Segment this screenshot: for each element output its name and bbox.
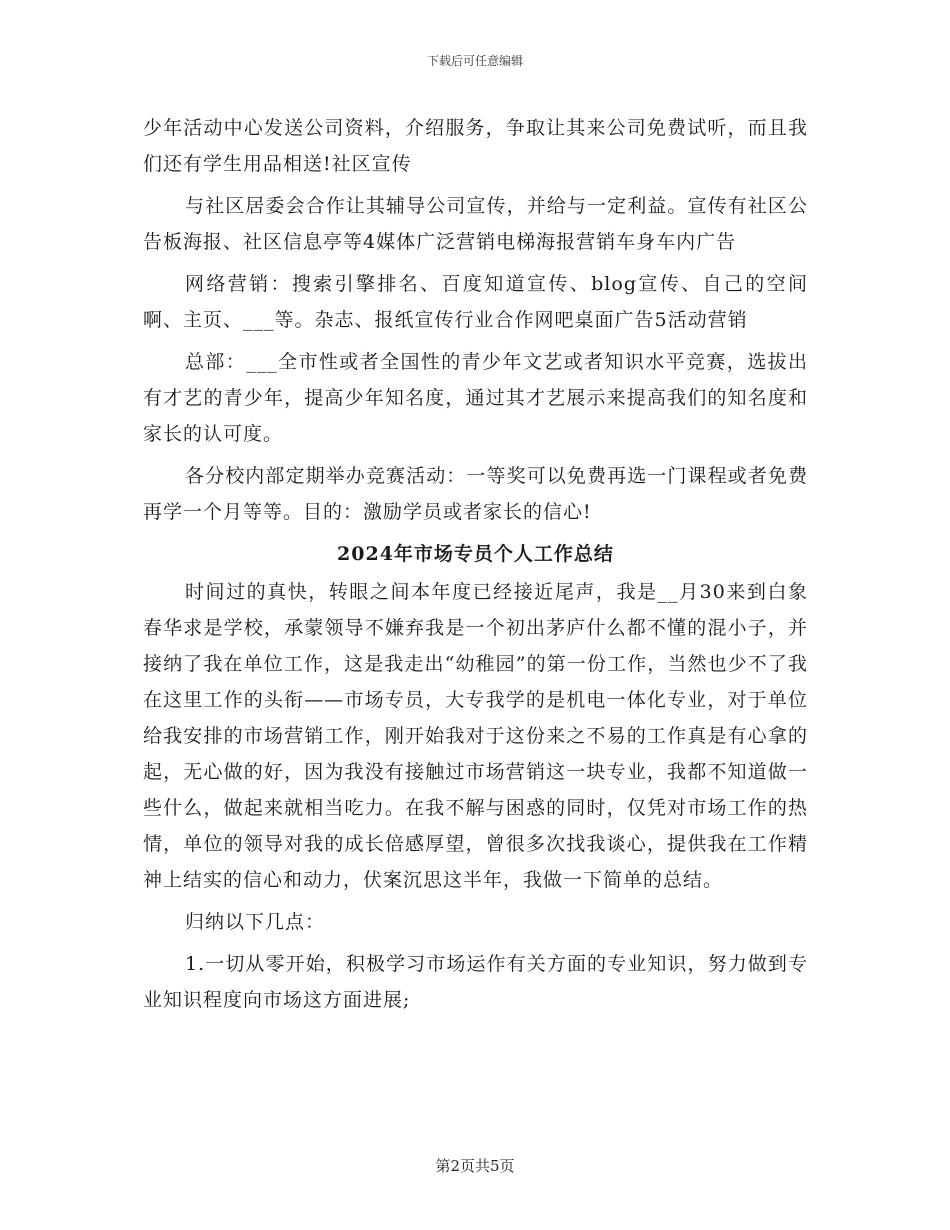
section-title: 2024年市场专员个人工作总结 xyxy=(337,543,614,565)
paragraph-branch-competitions: 各分校内部定期举办竞赛活动：一等奖可以免费再选一门课程或者免费再学一个月等等。目的：激励学员或者家长的信心! xyxy=(143,465,808,523)
paragraph-community-promotion: 与社区居委会合作让其辅导公司宣传，并给与一定利益。宣传有社区公告板海报、社区信息亭等4媒体广泛营销电梯海报营销车身车内广告 xyxy=(143,195,808,253)
paragraph-headquarters: 总部：___全市性或者全国性的青少年文艺或者知识水平竞赛，选拔出有才艺的青少年，提高少年知名度，通过其才艺展示来提高我们的知名度和家长的认可度。 xyxy=(143,351,808,445)
paragraph-points-intro: 归纳以下几点： xyxy=(185,911,326,933)
paragraph-community-center: 少年活动中心发送公司资料，介绍服务，争取让其来公司免费试听，而且我们还有学生用品相送!社区宣传 xyxy=(143,117,808,175)
page-header-note: 下载后可任意编辑 xyxy=(426,54,523,68)
paragraph-summary-intro: 时间过的真快，转眼之间本年度已经接近尾声，我是__月30来到白象春华求是学校，承蒙领导不嫌弃我是一个初出茅庐什么都不懂的混小子，并接纳了我在单位工作，这是我走出“幼稚园”的第一份工作，当然也少不了我在这里工作的头衔——市场专员，大专我学的是机电一体化专业，对于单位给我安排的市场营销工作，刚开始我对于这份来之不易的工作真是有心拿的起，无心做的好，因为我没有接触过市场营销这一块专业，我都不知道做一些什么，做起来就相当吃力。在我不解与困惑的同时，仅凭对市场工作的热情，单位的领导对我的成长倍感厚望，曾很多次找我谈心，提供我在工作精神上结实的信心和动力，伏案沉思这半年，我做一下简单的总结。 xyxy=(143,581,808,891)
page-number: 第2页共5页 xyxy=(435,1157,515,1175)
paragraph-online-marketing: 网络营销：搜索引擎排名、百度知道宣传、blog宣传、自己的空间啊、主页、___等。杂志、报纸宣传行业合作网吧桌面广告5活动营销 xyxy=(143,273,808,331)
document-body xyxy=(143,110,808,1024)
paragraph-point-1: 1.一切从零开始，积极学习市场运作有关方面的专业知识，努力做到专业知识程度向市场这方面进展; xyxy=(143,953,808,1011)
